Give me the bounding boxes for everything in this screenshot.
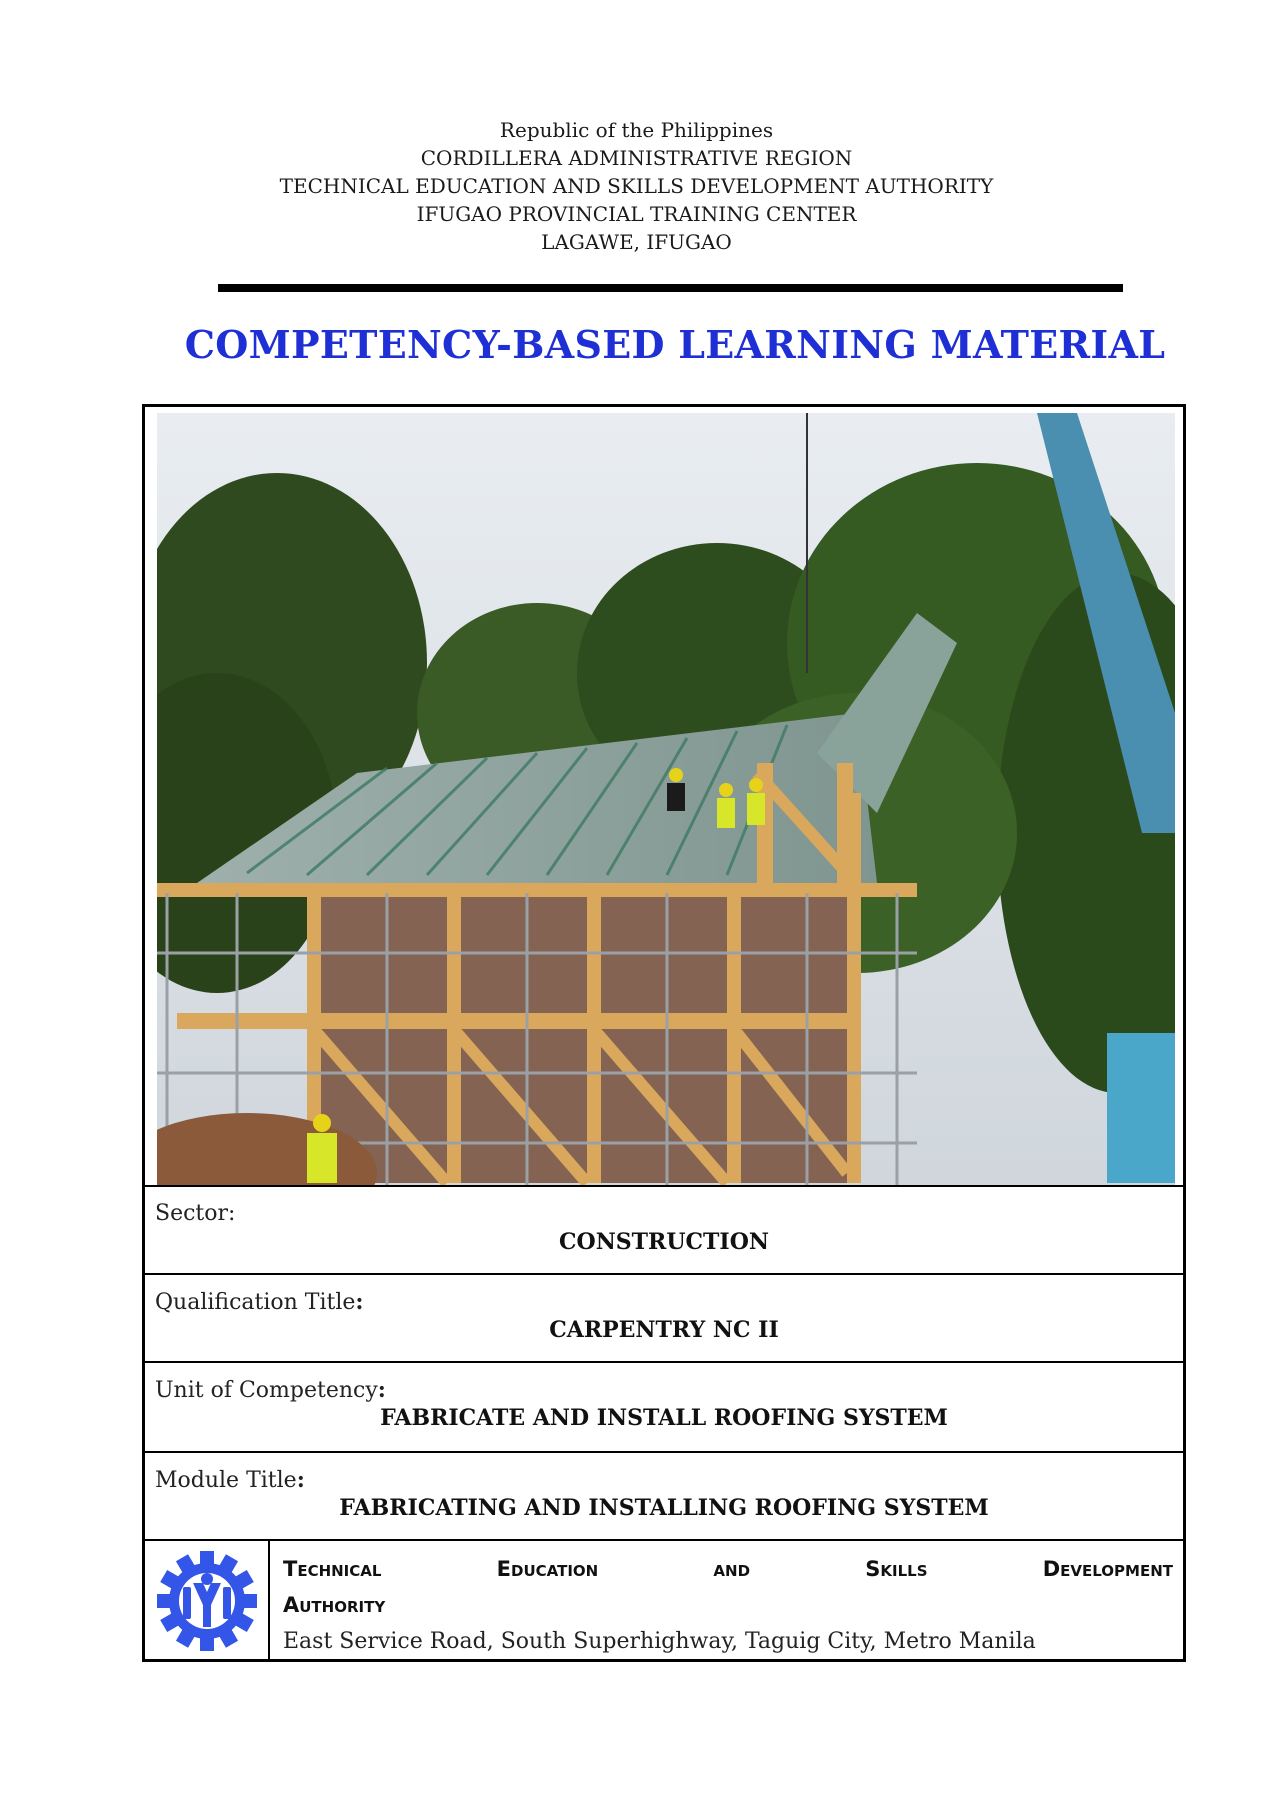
tesda-logo	[145, 1541, 270, 1659]
qualification-value: CARPENTRY NC II	[549, 1317, 779, 1343]
agency-address: East Service Road, South Superhighway, Taguig City, Metro Manila	[283, 1629, 1036, 1654]
agency-name-line1: Technical Education and Skills Development	[283, 1557, 1173, 1581]
page-header	[0, 116, 1273, 256]
cover-frame	[142, 404, 1186, 1662]
unit-value: FABRICATE AND INSTALL ROOFING SYSTEM	[380, 1405, 948, 1431]
tesda-gear-icon	[155, 1549, 259, 1653]
header-republic: Republic of the Philippines	[499, 118, 774, 142]
header-divider	[218, 284, 1123, 292]
header-location: LAGAWE, IFUGAO	[541, 230, 732, 254]
unit-row	[145, 1361, 1183, 1451]
sector-value: CONSTRUCTION	[559, 1229, 769, 1255]
construction-photo	[157, 413, 1175, 1185]
header-center: IFUGAO PROVINCIAL TRAINING CENTER	[416, 202, 857, 226]
qualification-label: Qualification Title:	[155, 1289, 364, 1315]
agency-name-line2: Authority	[283, 1593, 386, 1617]
header-agency: TECHNICAL EDUCATION AND SKILLS DEVELOPMENT AUTHORITY	[279, 174, 994, 198]
sector-label: Sector:	[155, 1201, 236, 1226]
header-region: CORDILLERA ADMINISTRATIVE REGION	[420, 146, 853, 170]
qualification-row	[145, 1273, 1183, 1361]
module-label: Module Title:	[155, 1467, 305, 1493]
unit-label: Unit of Competency:	[155, 1377, 386, 1403]
agency-footer	[145, 1539, 1183, 1659]
module-row	[145, 1451, 1183, 1539]
module-value: FABRICATING AND INSTALLING ROOFING SYSTEM	[339, 1495, 989, 1521]
sector-row	[145, 1185, 1183, 1273]
document-title: COMPETENCY-BASED LEARNING MATERIAL	[184, 322, 1166, 367]
agency-name	[283, 1551, 1173, 1623]
